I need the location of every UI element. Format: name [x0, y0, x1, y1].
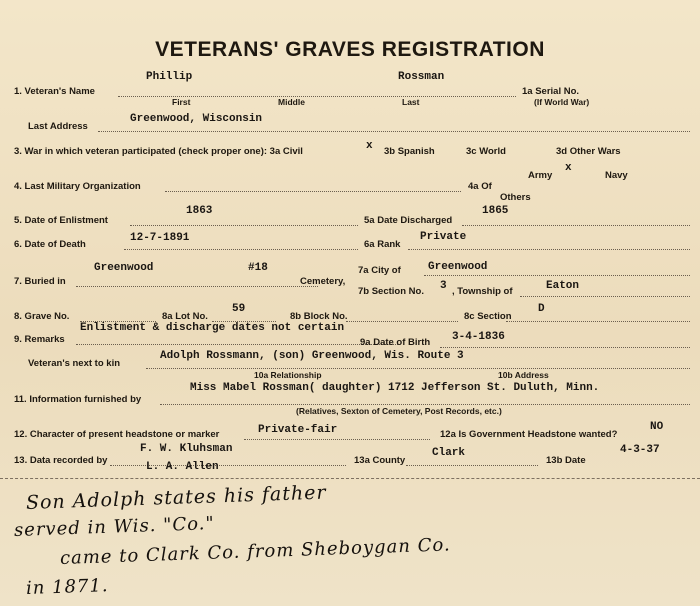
city-value: Greenwood	[428, 261, 488, 273]
label-recorded-by: 13. Data recorded by	[14, 455, 108, 466]
label-section-no: 7b Section No.	[358, 286, 424, 297]
middle-caption: Middle	[278, 97, 305, 107]
recorder2-value: L. A. Allen	[146, 461, 219, 473]
county-line	[406, 465, 538, 466]
label-of: 4a Of	[468, 181, 492, 192]
label-military-org: 4. Last Military Organization	[14, 181, 141, 192]
section-value: D	[538, 303, 545, 315]
first-name-value: Phillip	[146, 71, 193, 83]
birth-value: 3-4-1836	[452, 331, 505, 343]
label-discharged: 5a Date Discharged	[364, 215, 453, 226]
enlistment-value: 1863	[186, 205, 213, 217]
informant-caption: (Relatives, Sexton of Cemetery, Post Records, etc.)	[296, 406, 502, 416]
gov-headstone-value: NO	[650, 421, 664, 433]
label-rank: 6a Rank	[364, 239, 401, 250]
death-value: 12-7-1891	[130, 232, 190, 244]
discharged-line	[462, 225, 690, 226]
date-value: 4-3-37	[620, 444, 660, 456]
handwritten-line-1: Son Adolph states his father	[25, 481, 327, 514]
label-county: 13a County	[354, 455, 406, 466]
military-org-line	[165, 191, 461, 192]
handwritten-line-3: came to Clark Co. from Sheboygan Co.	[59, 534, 451, 569]
address-value: Greenwood, Wisconsin	[130, 113, 263, 125]
label-buried: 7. Buried in	[14, 276, 66, 287]
label-serial-no: 1a Serial No.	[522, 86, 580, 97]
birth-line	[440, 347, 690, 348]
label-birth: 9a Date of Birth	[360, 337, 431, 348]
discharged-value: 1865	[482, 205, 509, 217]
label-death: 6. Date of Death	[14, 239, 86, 250]
city-line	[424, 275, 690, 276]
label-city: 7a City of	[358, 265, 401, 276]
form-title: VETERANS' GRAVES REGISTRATION	[155, 38, 545, 61]
address-line	[98, 131, 690, 132]
rank-value: Private	[420, 231, 467, 243]
label-war: 3. War in which veteran participated (check proper one): 3a Civil	[14, 146, 303, 157]
label-headstone: 12. Character of present headstone or marker	[14, 429, 220, 440]
remarks-value: Enlistment & discharge dates not certain	[80, 322, 345, 334]
handwritten-line-4: in 1871.	[25, 575, 109, 599]
label-enlistment: 5. Date of Enlistment	[14, 215, 108, 226]
last-name-value: Rossman	[398, 71, 445, 83]
death-line	[124, 249, 358, 250]
label-block-no: 8b Block No.	[290, 311, 348, 322]
label-others: Others	[500, 192, 531, 203]
block-line	[346, 321, 458, 322]
section-no-value: 3	[440, 280, 447, 292]
last-caption: Last	[402, 97, 420, 107]
buried-line	[76, 286, 318, 287]
label-section: 8c Section	[464, 311, 512, 322]
label-date: 13b Date	[546, 455, 586, 466]
headstone-value: Private-fair	[258, 424, 338, 436]
label-veteran-name: 1. Veteran's Name	[14, 86, 95, 97]
rank-line	[408, 249, 690, 250]
label-next-of-kin: Veteran's next to kin	[28, 358, 121, 369]
label-world: 3c World	[466, 146, 506, 157]
informant-line	[160, 404, 690, 405]
label-township: , Township of	[452, 286, 513, 297]
township-line	[520, 296, 690, 297]
headstone-line	[244, 439, 430, 440]
label-army: Army	[528, 170, 553, 181]
relationship-caption: 10a Relationship	[254, 370, 322, 380]
card-divider	[0, 478, 700, 479]
remarks-line	[76, 344, 398, 345]
civil-war-mark: x	[366, 140, 373, 152]
label-informant: 11. Information furnished by	[14, 394, 142, 405]
label-cemetery: Cemetery,	[300, 276, 346, 287]
label-remarks: 9. Remarks	[14, 334, 65, 345]
label-navy: Navy	[605, 170, 628, 181]
label-last-address: Last Address	[28, 121, 88, 132]
lot-value: 59	[232, 303, 246, 315]
label-spanish: 3b Spanish	[384, 146, 435, 157]
township-value: Eaton	[546, 280, 580, 292]
grave-number-value: #18	[248, 262, 268, 274]
buried-value: Greenwood	[94, 262, 154, 274]
informant-value: Miss Mabel Rossman( daughter) 1712 Jefferson St. Duluth, Minn.	[190, 382, 600, 394]
kin-value: Adolph Rossmann, (son) Greenwood, Wis. Route 3	[160, 350, 464, 362]
handwritten-line-2: served in Wis. "Co."	[13, 512, 216, 541]
label-grave-no: 8. Grave No.	[14, 311, 70, 322]
kin-line	[146, 368, 690, 369]
label-lot-no: 8a Lot No.	[162, 311, 208, 322]
enlistment-line	[130, 225, 358, 226]
label-other-wars: 3d Other Wars	[556, 146, 621, 157]
first-caption: First	[172, 97, 191, 107]
recorder-value: F. W. Kluhsman	[140, 443, 233, 455]
army-mark: x	[565, 162, 572, 174]
label-gov-headstone: 12a Is Government Headstone wanted?	[440, 429, 618, 440]
address-caption: 10b Address	[498, 370, 549, 380]
section-line	[506, 321, 690, 322]
county-value: Clark	[432, 447, 466, 459]
serial-caption: (If World War)	[534, 97, 590, 107]
